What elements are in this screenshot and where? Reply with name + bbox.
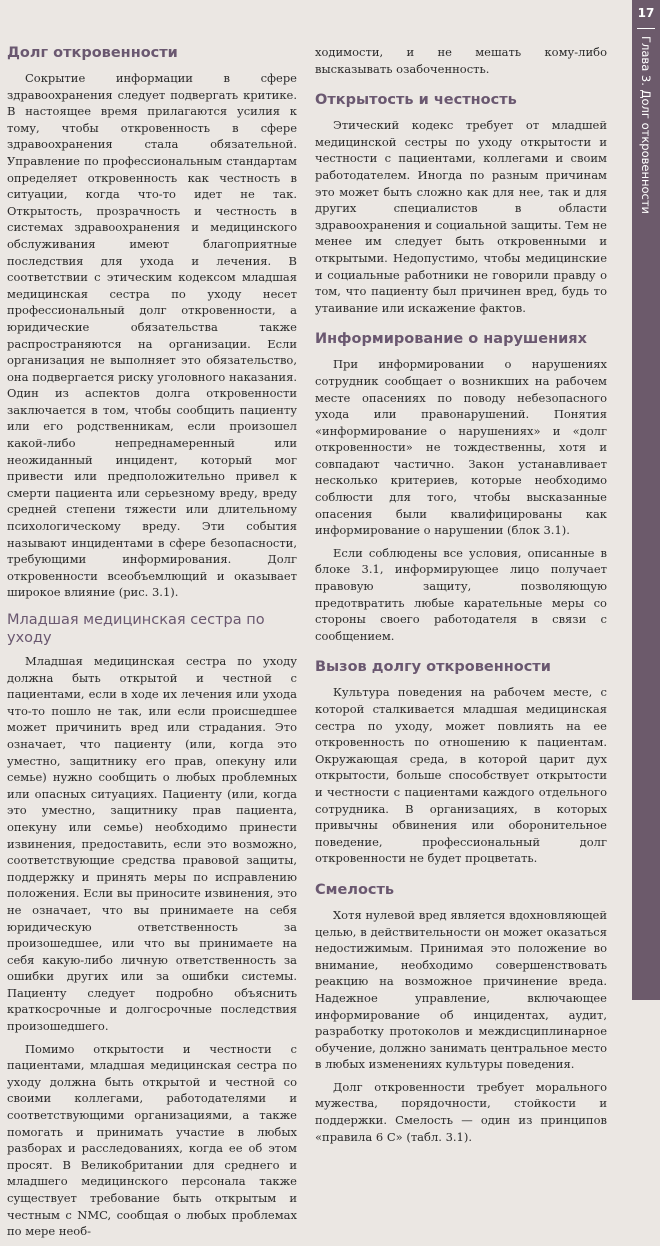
paragraph: Хотя нулевой вред является вдохновляющей целью, в действительности он может оказаться недостижимым. Принимая это положение во внимание, необходимо совершенствовать реакцию на возможное причинение вреда. Надежное управление, включающее информирование об инцидентах, аудит, разработку протоколов и междисциплинарное обучение, должно занимать центральное место в любых изменениях культуры поведения.: [315, 907, 607, 1072]
chapter-title: Глава 3. Долг откровенности: [639, 36, 653, 215]
paragraph: Культура поведения на рабочем месте, с которой сталкивается младшая медицинская сестра по уходу, может повлиять на ее откровенность по отношению к пациентам. Окружающая среда, в которой царит дух открытости, больше способствует открытости и честности с пациентами каждого отдельного сотрудника. В организациях, в которых привычны обвинения или оборонительное поведение, профессиональный долг откровенности не будет процветать.: [315, 685, 607, 866]
paragraph: Если соблюдены все условия, описанные в блоке 3.1, информирующее лицо получает правовую защиту, позволяющую предотвратить любые карательные меры со стороны своего работодателя в связи с сообщением.: [315, 545, 607, 643]
heading-whistleblowing: Информирование о нарушениях: [315, 331, 587, 348]
paragraph: При информировании о нарушениях сотрудник сообщает о возникших на рабочем месте опасениях по поводу небезопасного ухода или правонарушений. Понятия «информирование о нарушениях» и «долг откровенности» не тождественны, хотя и совпадают частично. Закон устанавливает несколько критериев, которые необходимо соблюсти для того, чтобы высказанные опасения были квалифицированы как информирование о нарушении (блок 3.1).: [315, 357, 607, 538]
side-divider: [637, 28, 655, 29]
heading-openness-honesty: Открытость и честность: [315, 92, 517, 109]
heading-courage: Смелость: [315, 881, 395, 898]
left-column: [7, 40, 297, 1246]
paragraph: Помимо открытости и честности с пациентами, младшая медицинская сестра по уходу должна быть открытой и честной со своими коллегами, работодателями и соответствующими организациями, а также помогать и принимать участие в любых разборах и расследованиях, когда ее об этом просят. В Великобритании для среднего и младшего медицинского персонала также существует требование быть открытым и честным с NMC, сообщая о любых проблемах по мере необ-: [7, 1041, 297, 1239]
page-number: 17: [637, 6, 655, 20]
heading-challenge-candour: Вызов долгу откровенности: [315, 659, 551, 676]
paragraph: Младшая медицинская сестра по уходу должна быть открытой и честной с пациентами, если в ходе их лечения или ухода что-то пошло не так, или если происшедшее может причинить вред или страдания. Это означает, что пациенту (или, когда это уместно, защитнику его прав, опекуну или семье) нужно сообщить о любых проблемных или опасных ситуациях. Пациенту (или, когда это уместно, защитнику прав пациента, опекуну или семье) необходимо принести извинения, предоставить, если это возможно, соответствующие средства правовой защиты, поддержку и принять меры по исправлению положения. Если вы приносите извинения, это не означает, что вы принимаете на себя юридическую ответственность за произошедшее, или что вы принимаете на себя какую-либо личную ответственность за ошибки других или за ошибки системы. Пациенту следует подробно объяснить краткосрочные и долгосрочные последствия произошедшего.: [7, 654, 297, 1034]
chapter-side-tab: [632, 0, 660, 1000]
paragraph: Этический кодекс требует от младшей медицинской сестры по уходу открытости и честности с пациентами, коллегами и своим работодателем. Иногда по разным причинам это может быть сложно как для нее, так и для других специалистов в области здравоохранения и социальной защиты. Тем не менее им следует быть откровенными и открытыми. Недопустимо, чтобы медицинские и социальные работники не говорили правду о том, что пациенту был причинен вред, будь то утаивание или искажение фактов.: [315, 118, 607, 315]
paragraph: Сокрытие информации в сфере здравоохранения следует подвергать критике. В настоящее время прилагаются усилия к тому, чтобы откровенность в сфере здравоохранения стала обязательной. Управление по профессиональным стандартам определяет откровенность как честность в ситуации, когда что-то идет не так. Открытость, прозрачность и честность в системах здравоохранения и медицинского обслуживания имеют благоприятные последствия для ухода и лечения. В соответствии с этическим кодексом младшая медицинская сестра по уходу несет профессиональный долг откровенности, а юридические обязательства также распространяются на организации. Если организация не выполняет это обязательство, она подвергается риску уголовного наказания. Один из аспектов долга откровенности заключается в том, чтобы сообщить пациенту или его родственникам, если произошел какой-либо непреднамеренный или неожиданный инцидент, который мог привести или предположительно привел к смерти пациента или серьезному вреду, вреду средней степени тяжести или длительному психологическому вреду. Эти события называют инцидентами в сфере безопасности, требующими информирования. Долг откровенности всеобъемлющий и оказывает широкое влияние (рис. 3.1).: [7, 71, 297, 600]
right-column: [315, 44, 607, 1151]
paragraph-continued: ходимости, и не мешать кому-либо высказывать озабоченность.: [315, 45, 607, 76]
paragraph: Долг откровенности требует морального мужества, порядочности, стойкости и поддержки. Смелость — один из принципов «правила 6 С» (табл. 3.1).: [315, 1079, 607, 1144]
heading-duty-of-candour: Долг откровенности: [7, 45, 178, 61]
heading-junior-nurse: Младшая медицинская сестра по уходу: [7, 612, 265, 646]
